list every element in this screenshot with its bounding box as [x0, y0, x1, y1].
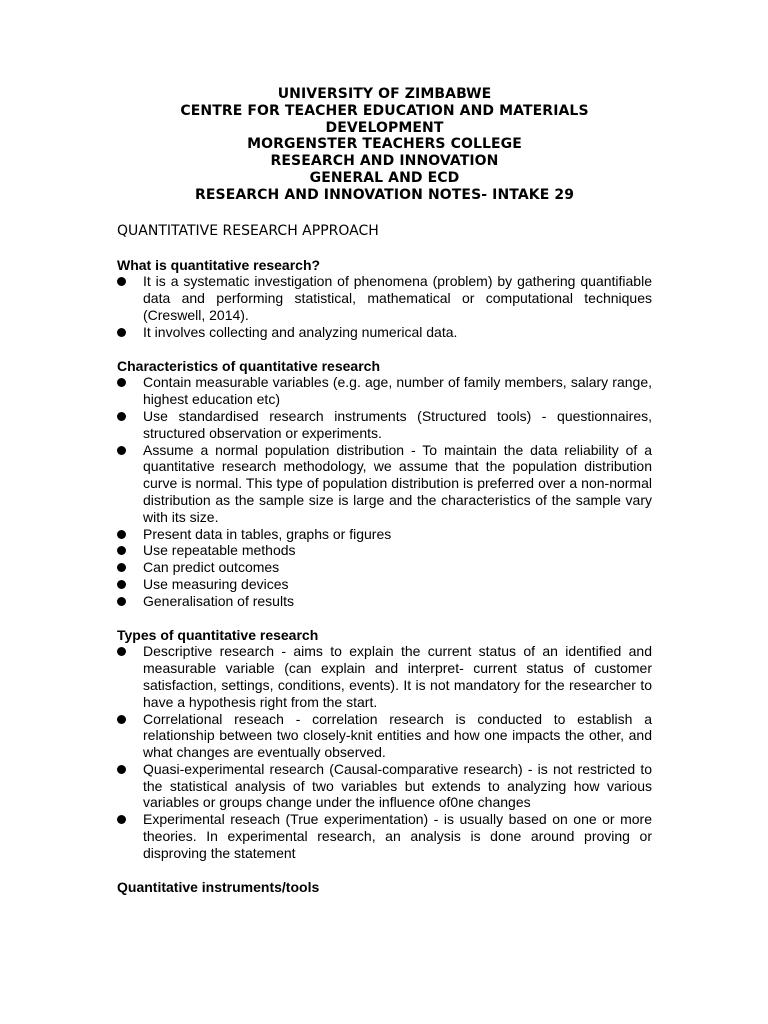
list-item — [117, 542, 652, 559]
list-item — [117, 374, 652, 408]
list-item-text: Assume a normal population distribution - To maintain the data reliability of a quantitative research methodology, we assume that the population distribution curve is normal. This type of population distribution is preferred over a non-normal distribution as the sample size is large and the characteristics of the sample vary with its size. — [143, 441, 652, 525]
list-item — [117, 559, 652, 576]
bullet-icon — [117, 765, 126, 774]
list-item-text: Use repeatable methods — [143, 542, 296, 559]
bullet-icon — [117, 597, 126, 606]
characteristics-list — [117, 374, 652, 609]
list-item-text: Correlational reseach - correlation research is conducted to establish a relationship between two closely-knit entities and how one impacts the other, and what changes are eventually observed. — [143, 710, 652, 761]
list-item — [117, 273, 652, 323]
list-item — [117, 526, 652, 543]
list-item — [117, 643, 652, 710]
bullet-icon — [117, 815, 126, 824]
what-is-list — [117, 273, 652, 340]
types-list — [117, 643, 652, 861]
document-header — [117, 86, 652, 204]
bullet-icon — [117, 580, 126, 589]
bullet-icon — [117, 647, 126, 656]
instruments-heading: Quantitative instruments/tools — [117, 878, 320, 895]
document-body — [117, 86, 652, 895]
bullet-icon — [117, 378, 126, 387]
section-title: QUANTITATIVE RESEARCH APPROACH — [117, 222, 379, 239]
header-line-development: DEVELOPMENT — [325, 119, 444, 136]
list-item-text: Contain measurable variables (e.g. age, number of family members, salary range, highest education etc) — [143, 374, 652, 408]
bullet-icon — [117, 546, 126, 555]
list-item-text: Can predict outcomes — [143, 559, 280, 576]
types-heading: Types of quantitative research — [117, 626, 319, 643]
bullet-icon — [117, 412, 126, 421]
list-item-text: Present data in tables, graphs or figures — [143, 525, 392, 542]
list-item-text: Generalisation of results — [143, 592, 294, 609]
list-item — [117, 593, 652, 610]
list-item-text: It is a systematic investigation of phenomena (problem) by gathering quantifiable data and performing statistical, mathematical or computational techniques (Creswell, 2014). — [143, 273, 652, 323]
list-item-text: Descriptive research - aims to explain the current status of an identified and measurable variable (can explain and interpret- current status of customer satisfaction, settings, conditions, events). It is not mandatory for the researcher to have a hypothesis right from the start. — [143, 643, 652, 710]
list-item — [117, 761, 652, 811]
header-line-university: UNIVERSITY OF ZIMBABWE — [277, 86, 492, 102]
list-item — [117, 711, 652, 761]
list-item — [117, 442, 652, 526]
header-line-college: MORGENSTER TEACHERS COLLEGE — [247, 136, 522, 153]
header-line-department: RESEARCH AND INNOVATION — [270, 153, 499, 170]
list-item-text: Quasi-experimental research (Causal-comparative research) - is not restricted to the statistical analysis of two variables but extends to analyzing how various variables or groups change under the influence of0ne changes — [143, 760, 652, 811]
bullet-icon — [117, 715, 126, 724]
characteristics-heading: Characteristics of quantitative research — [117, 357, 380, 374]
header-line-programme: GENERAL AND ECD — [309, 169, 460, 186]
bullet-icon — [117, 530, 126, 539]
header-line-notes: RESEARCH AND INNOVATION NOTES- INTAKE 29 — [194, 186, 575, 203]
what-is-heading: What is quantitative research? — [117, 256, 321, 273]
list-item — [117, 811, 652, 861]
bullet-icon — [117, 328, 126, 337]
list-item — [117, 324, 652, 341]
header-line-centre: CENTRE FOR TEACHER EDUCATION AND MATERIALS — [180, 102, 589, 119]
bullet-icon — [117, 563, 126, 572]
bullet-icon — [117, 277, 126, 286]
list-item — [117, 408, 652, 442]
list-item-text: It involves collecting and analyzing numerical data. — [143, 323, 458, 340]
bullet-icon — [117, 446, 126, 455]
list-item-text: Use standardised research instruments (Structured tools) - questionnaires, structured observation or experiments. — [143, 407, 652, 441]
list-item-text: Use measuring devices — [143, 575, 289, 592]
list-item — [117, 576, 652, 593]
list-item-text: Experimental reseach (True experimentation) - is usually based on one or more theories. In experimental research, an analysis is done around proving or disproving the statement — [143, 811, 652, 861]
